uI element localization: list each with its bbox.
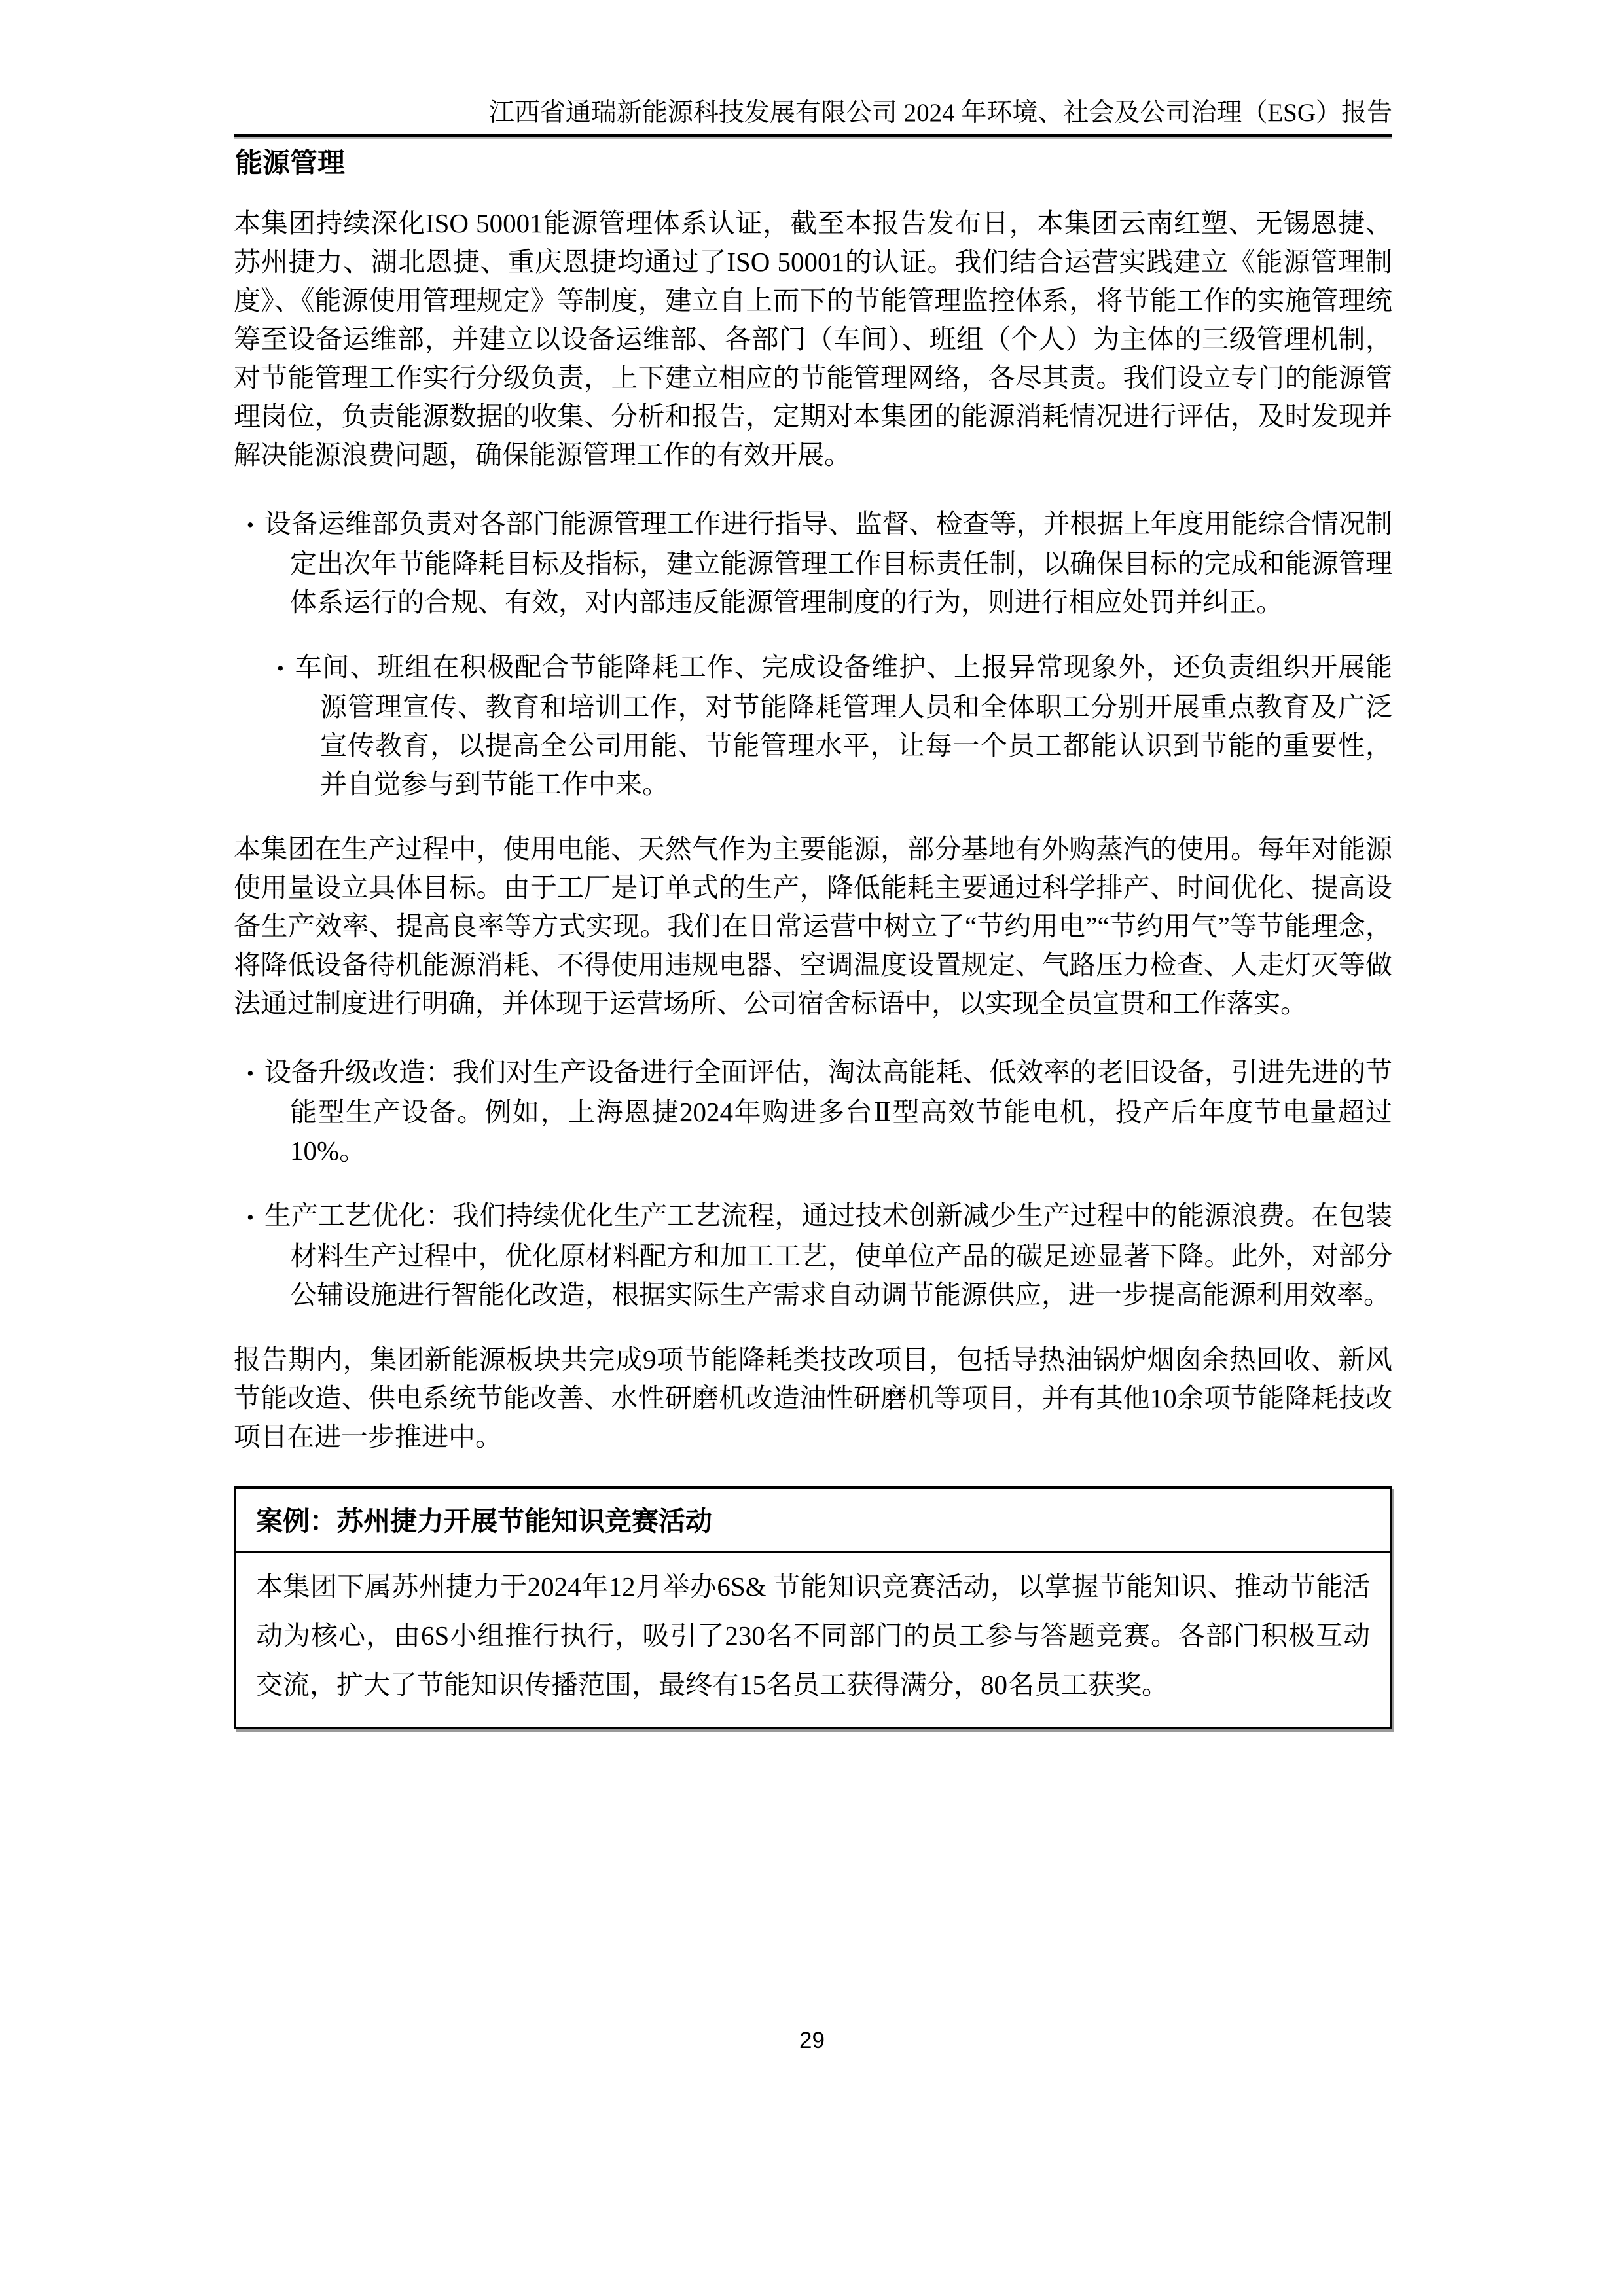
paragraph-retrofit-projects: 报告期内，集团新能源板块共完成9项节能降耗类技改项目，包括导热油锅炉烟囱余热回收、新风节能改造、供电系统节能改善、水性研磨机改造油性研磨机等项目，并有其他10余项节能降耗技改项目在进一步推进中。 — [234, 1344, 1392, 1452]
case-study-title: 案例：苏州捷力开展节能知识竞赛活动 — [236, 1489, 1390, 1553]
paragraph-energy-sources: 本集团在生产过程中，使用电能、天然气作为主要能源，部分基地有外购蒸汽的使用。每年对能源使用量设立具体目标。由于工厂是订单式的生产，降低能耗主要通过科学排产、时间优化、提高设备生产效率、提高良率等方式实现。我们在日常运营中树立了“节约用电”“节约用气”等节能理念，将降低设备待机能源消耗、不得使用违规电器、空调温度设置规定、气路压力检查、人走灯灭等做法通过制度进行明确，并体现于运营场所、公司宿舍标语中，以实现全员宣贯和工作落实。 — [234, 834, 1392, 1019]
section-title: 能源管理 — [235, 149, 346, 179]
paragraph-energy-certification: 本集团持续深化ISO 50001能源管理体系认证，截至本报告发布日，本集团云南红塑、无锡恩捷、苏州捷力、湖北恩捷、重庆恩捷均通过了ISO 50001的认证。我们结合运营实践建立《能源管理制度》、《能源使用管理规定》等制度，建立自上而下的节能管理监控体系，将节能工作的实施管理统筹至设备运维部，并建立以设备运维部、各部门（车间）、班组（个人）为主体的三级管理机制，对节能管理工作实行分级负责，上下建立相应的节能管理网络，各尽其责。我们设立专门的能源管理岗位，负责能源数据的收集、分析和报告，定期对本集团的能源消耗情况进行评估，及时发现并解决能源浪费问题，确保能源管理工作的有效开展。 — [234, 208, 1392, 470]
bullet-equipment-upgrade: • 设备升级改造：我们对生产设备进行全面评估，淘汰高能耗、低效率的老旧设备，引进先进的节能型生产设备。例如，上海恩捷2024年购进多台Ⅱ型高效节能电机，投产后年度节电量超过10%。 — [234, 1053, 1392, 1170]
running-header: 江西省通瑞新能源科技发展有限公司 2024 年环境、社会及公司治理（ESG）报告 — [234, 98, 1392, 137]
bullet-workshop-teams: • 车间、班组在积极配合节能降耗工作、完成设备维护、上报异常现象外，还负责组织开展能源管理宣传、教育和培训工作，对节能降耗管理人员和全体职工分别开展重点教育及广泛宣传教育，以提高全公司用能、节能管理水平，让每一个员工都能认识到节能的重要性，并自觉参与到节能工作中来。 — [264, 648, 1392, 804]
bullet-process-optimization: • 生产工艺优化：我们持续优化生产工艺流程，通过技术创新减少生产过程中的能源浪费。在包装材料生产过程中，优化原材料配方和加工工艺，使单位产品的碳足迹显著下降。此外，对部分公辅设施进行智能化改造，根据实际生产需求自动调节能源供应，进一步提高能源利用效率。 — [234, 1196, 1392, 1314]
bullet-equipment-ops-dept: • 设备运维部负责对各部门能源管理工作进行指导、监督、检查等，并根据上年度用能综合情况制定出次年节能降耗目标及指标，建立能源管理工作目标责任制，以确保目标的完成和能源管理体系运行的合规、有效，对内部违反能源管理制度的行为，则进行相应处罚并纠正。 — [234, 505, 1392, 622]
page-content — [234, 147, 1392, 1729]
case-study-body: 本集团下属苏州捷力于2024年12月举办6S& 节能知识竞赛活动，以掌握节能知识、推动节能活动为核心，由6S小组推行执行，吸引了230名不同部门的员工参与答题竞赛。各部门积极互动交流，扩大了节能知识传播范围，最终有15名员工获得满分，80名员工获奖。 — [256, 1571, 1370, 1700]
case-study-box — [234, 1486, 1392, 1729]
page-number: 29 — [799, 2028, 825, 2053]
